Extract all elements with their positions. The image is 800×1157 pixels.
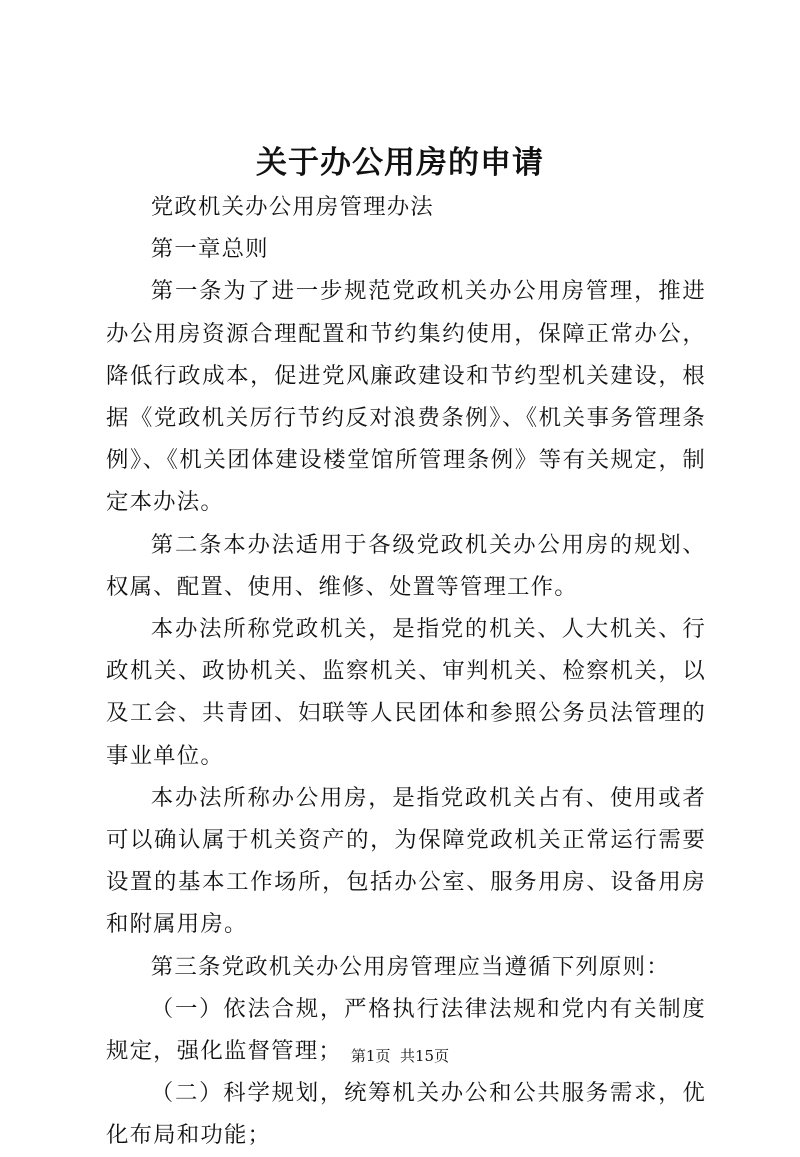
paragraph-office-space-definition: 本办法所称办公用房，是指党政机关占有、使用或者可以确认属于机关资产的，为保障党政机关正常运行需要设置的基本工作场所，包括办公室、服务用房、设备用房和附属用房。	[106, 784, 706, 938]
paragraph-party-organs-definition: 本办法所称党政机关，是指党的机关、人大机关、行政机关、政协机关、监察机关、审判机关、检察机关，以及工会、共青团、妇联等人民团体和参照公务员法管理的事业单位。	[106, 616, 706, 769]
page-footer	[0, 1046, 800, 1066]
paragraph-principle-2: （二）科学规划，统筹机关办公和公共服务需求，优化布局和功能；	[106, 1080, 706, 1149]
paragraph-chapter-heading: 第一章总则	[150, 236, 269, 263]
paragraph-article-3: 第三条党政机关办公用房管理应当遵循下列原则：	[150, 953, 670, 980]
document-body	[106, 186, 706, 1157]
paragraph-article-2: 第二条本办法适用于各级党政机关办公用房的规划、权属、配置、使用、维修、处置等管理工作。	[106, 531, 706, 600]
paragraph-subtitle: 党政机关办公用房管理办法	[150, 194, 434, 220]
paragraph-article-1: 第一条为了进一步规范党政机关办公用房管理，推进办公用房资源合理配置和节约集约使用，保障正常办公，降低行政成本，促进党风廉政建设和节约型机关建设，根据《党政机关厉行节约反对浪费条例》、《机关事务管理条例》、《机关团体建设楼堂馆所管理条例》等有关规定，制定本办法。	[106, 278, 706, 516]
document-title: 关于办公用房的申请	[256, 145, 544, 181]
page-number-label: 第1页 共15页	[350, 1047, 450, 1065]
paragraph-principle-1: （一）依法合规，严格执行法律法规和党内有关制度规定，强化监督管理；	[106, 995, 706, 1065]
